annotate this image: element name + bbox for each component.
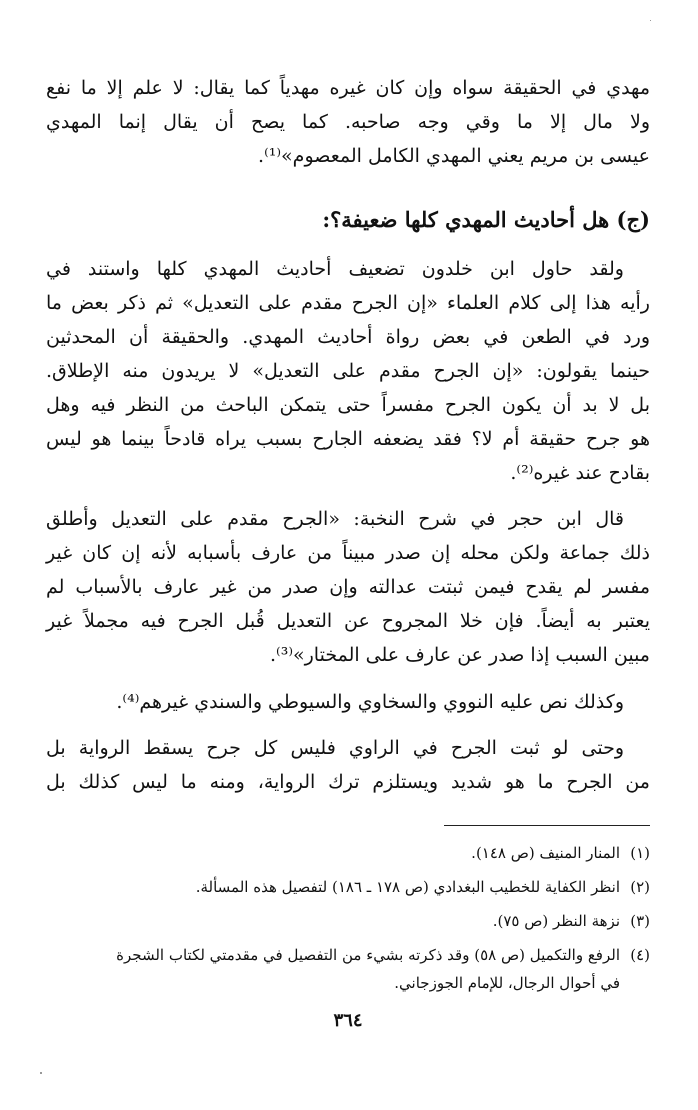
text-line: وحتى لو ثبت الجرح في الراوي فليس كل جرح يسقط الرواية بل: [46, 737, 624, 759]
section-heading: (ج) هل أحاديث المهدي كلها ضعيفة؟:: [322, 207, 650, 232]
text-line: مهدي في الحقيقة سواه وإن كان غيره مهدياً كما يقال: لا علم إلا ما نفع: [46, 77, 650, 99]
footnote-text: انظر الكفاية للخطيب البغدادي (ص ١٧٨ ـ ١٨٦) لتفصيل هذه المسألة.: [195, 878, 620, 896]
text-line: رأيه هذا إلى كلام العلماء «إن الجرح مقدم على التعديل» ثم ذكر بعض ما: [46, 292, 650, 314]
text-line: بل لا بد أن يكون الجرح مفسراً حتى يتمكن الباحث من النظر فيه وهل: [46, 394, 650, 416]
footnote-text: الرفع والتكميل (ص ٥٨) وقد ذكرته بشيء من التفصيل في مقدمتي لكتاب الشجرة: [116, 946, 620, 964]
footnote: [46, 940, 650, 970]
text-line: من الجرح ما هو شديد ويستلزم ترك الرواية، ومنه ما ليس كذلك بل: [46, 771, 650, 793]
footnote-separator: [444, 825, 650, 826]
text-line: يعتبر به أيضاً. فإن خلا المجروح عن التعديل قُبل الجرح فيه مجملاً غير: [46, 610, 650, 632]
footnote-continuation: في أحوال الرجال، للإمام الجوزجاني.: [394, 974, 620, 992]
scan-speck: [40, 1072, 42, 1074]
text-line: ولقد حاول ابن خلدون تضعيف أحاديث المهدي كلها واستند في: [46, 258, 624, 280]
footnote-number: (٢): [630, 878, 650, 896]
text-line: حينما يقولون: «إن الجرح مقدم على التعديل» لا يريدون منه الإطلاق.: [46, 360, 650, 382]
text-line: ولا مال إلا ما وقي وجه صاحبه. كما يصح أن يقال إنما المهدي: [46, 111, 650, 133]
footnote-text: نزهة النظر (ص ٧٥).: [492, 912, 620, 930]
text-line: هو جرح حقيقة أم لا؟ فقد يضعفه الجارح بسبب يراه قادحاً بينما هو ليس: [46, 428, 650, 450]
text-line: مبين السبب إذا صدر عن عارف على المختار»⁽³⁾.: [269, 644, 650, 666]
scan-speck: [650, 20, 651, 21]
text-line: قال ابن حجر في شرح النخبة: «الجرح مقدم على التعديل وأطلق: [46, 508, 624, 530]
text-line: بقادح عند غيره⁽²⁾.: [510, 462, 650, 484]
text-line: عيسى بن مريم يعني المهدي الكامل المعصوم»⁽¹⁾.: [258, 145, 650, 167]
footnote: [46, 838, 650, 868]
text-line: ذلك جماعة ولكن محله إن صدر مبيناً من عارف بأسبابه لأنه إن كان غير: [46, 542, 650, 564]
page-number: ٣٦٤: [333, 1010, 363, 1031]
text-line: مفسر لم يقدح فيمن ثبتت عدالته وإن صدر من غير عارف بالأسباب لم: [46, 576, 650, 598]
footnote: [46, 906, 650, 936]
footnote-number: (٣): [630, 912, 650, 930]
text-line: وكذلك نص عليه النووي والسخاوي والسيوطي والسندي غيرهم⁽⁴⁾.: [116, 691, 624, 713]
text-line: ورد في الطعن في بعض رواة أحاديث المهدي. والحقيقة أن المحدثين: [46, 326, 650, 348]
footnote-number: (١): [630, 844, 650, 862]
footnote-number: (٤): [630, 946, 650, 964]
footnote-text: المنار المنيف (ص ١٤٨).: [471, 844, 620, 862]
footnote: [46, 872, 650, 902]
